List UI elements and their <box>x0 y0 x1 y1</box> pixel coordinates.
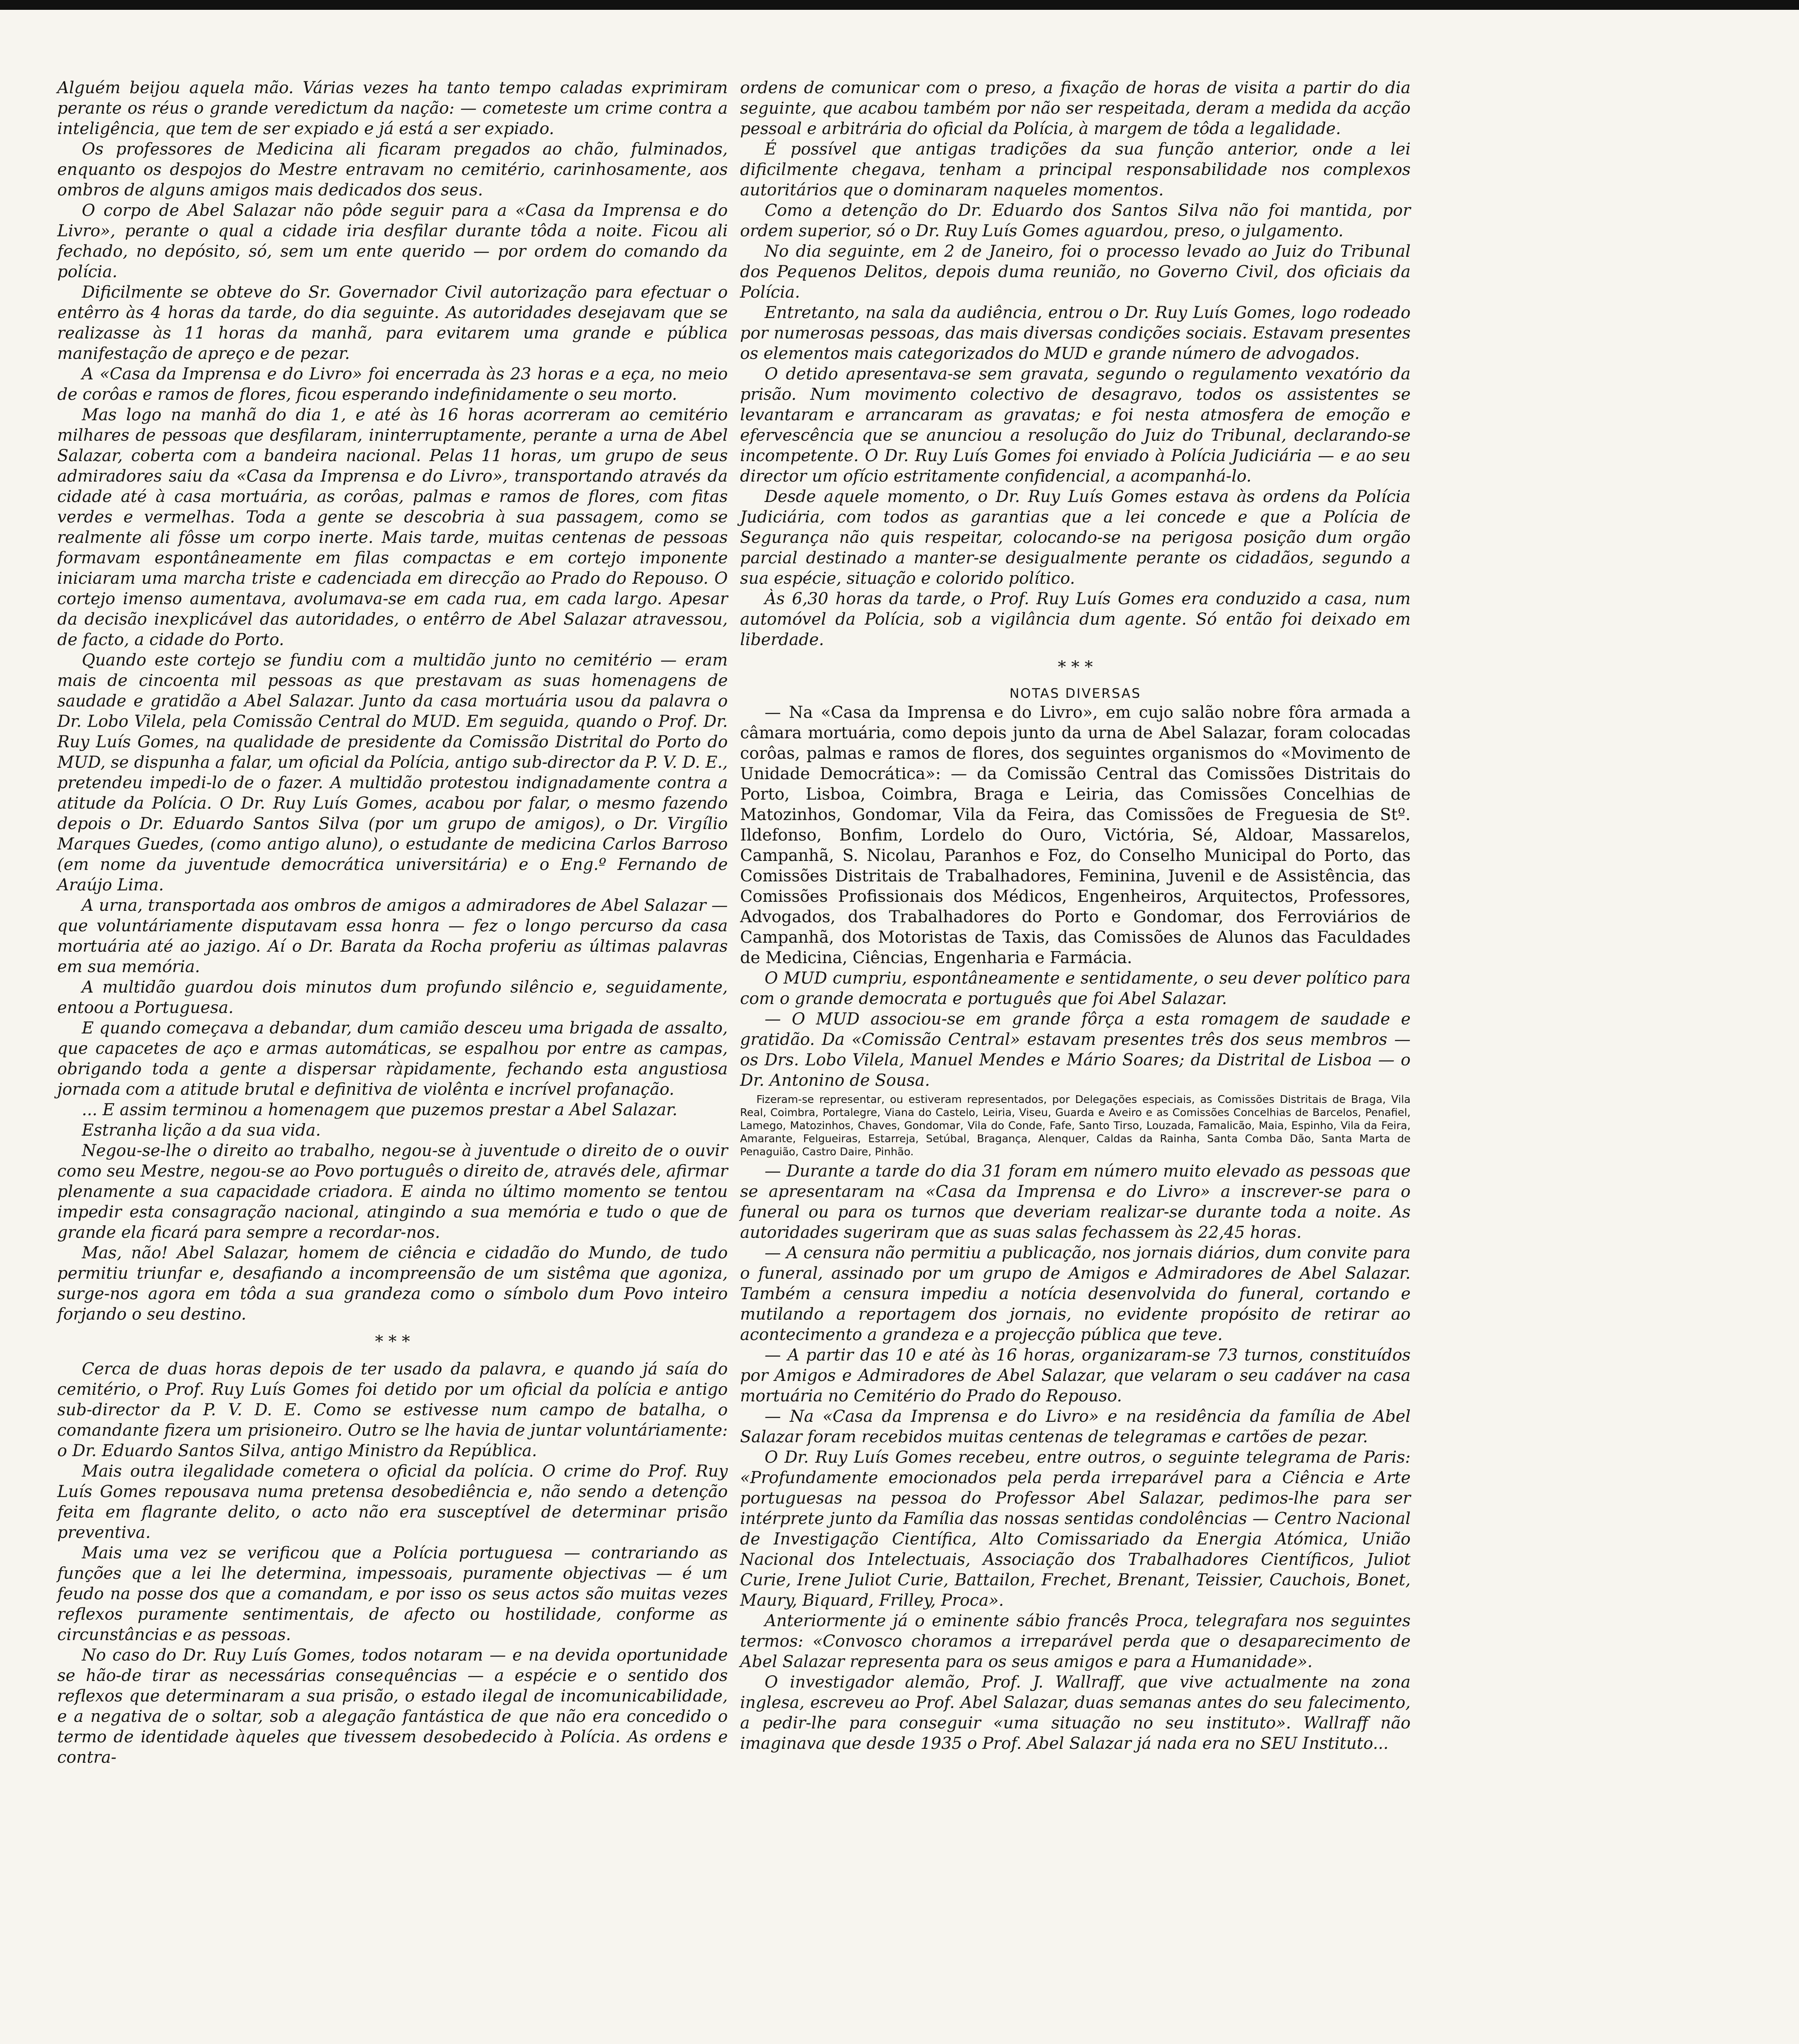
article-paragraph: A «Casa da Imprensa e do Livro» foi encerrada às 23 horas e a eça, no meio de corôas e ramos de flores, ficou esperando indefinidamente o seu morto. <box>57 365 728 404</box>
right-column <box>740 78 1411 1754</box>
left-column <box>57 78 728 1768</box>
article-paragraph: Anteriormente já o eminente sábio francês Proca, telegrafara nos seguintes termos: «Convosco choramos a irreparável perda que o desaparecimento de Abel Salazar representa para os seus amigos e para a Humanidade». <box>740 1611 1411 1671</box>
article-paragraph: A multidão guardou dois minutos dum profundo silêncio e, seguidamente, entoou a Portuguesa. <box>57 978 728 1017</box>
article-paragraph: — Na «Casa da Imprensa e do Livro» e na residência da família de Abel Salazar foram recebidos muitas centenas de telegramas e cartões de pezar. <box>740 1407 1411 1446</box>
article-paragraph: Entretanto, na sala da audiência, entrou o Dr. Ruy Luís Gomes, logo rodeado por numerosas pessoas, das mais diversas condições sociais. Estavam presentes os elementos mais categorizados do MUD e grande número de advogados. <box>740 303 1411 363</box>
article-paragraph: — O MUD associou-se em grande fôrça a esta romagem de saudade e gratidão. Da «Comissão Central» estavam presentes três dos seus membros — os Drs. Lobo Vilela, Manuel Mendes e Mário Soares; da Distrital de Lisboa — o Dr. Antonino de Sousa. <box>740 1010 1411 1090</box>
article-paragraph: Mais uma vez se verificou que a Polícia portuguesa — contrariando as funções que a lei lhe determina, impessoais, puramente objectivas — é um feudo na posse dos que a comandam, e por isso os seus actos são muitas vezes reflexos puramente sentimentais, de afecto ou hostilidade, conforme as circunstâncias e as pessoas. <box>57 1544 728 1644</box>
article-paragraph: O corpo de Abel Salazar não pôde seguir para a «Casa da Imprensa e do Livro», perante o qual a cidade iria desfilar durante tôda a noite. Ficou ali fechado, no depósito, só, sem um ente querido — por ordem do comando da polícia. <box>57 201 728 281</box>
article-paragraph: Como a detenção do Dr. Eduardo dos Santos Silva não foi mantida, por ordem superior, só o Dr. Ruy Luís Gomes aguardou, preso, o julgamento. <box>740 201 1411 240</box>
article-paragraph: — Durante a tarde do dia 31 foram em número muito elevado as pessoas que se apresentaram na «Casa da Imprensa e do Livro» a inscrever-se para o funeral ou para os turnos que deveriam realizar-se durante toda a noite. As autoridades sugeriram que as suas salas fechassem às 22,45 horas. <box>740 1162 1411 1242</box>
article-paragraph: A urna, transportada aos ombros de amigos a admiradores de Abel Salazar — que voluntáriamente disputavam essa honra — fez o longo percurso da casa mortuária até ao jazigo. Aí o Dr. Barata da Rocha proferiu as últimas palavras em sua memória. <box>57 896 728 976</box>
article-paragraph: O detido apresentava-se sem gravata, segundo o regulamento vexatório da prisão. Num movimento colectivo de desagravo, todos os assistentes se levantaram e arrancaram as gravatas; e foi nesta atmosfera de emoção e efervescência que se anunciou a resolução do Juiz do Tribunal, declarando-se incompetente. O Dr. Ruy Luís Gomes foi enviado à Polícia Judiciária — e ao seu director um ofício estritamente confidencial, a acompanhá-lo. <box>740 365 1411 486</box>
section-heading: NOTAS DIVERSAS <box>1009 686 1142 701</box>
article-paragraph: — A censura não permitiu a publicação, nos jornais diários, dum convite para o funeral, assinado por um grupo de Amigos e Admiradores de Abel Salazar. Também a censura impediu a notícia desenvolvida do funeral, cortando e mutilando a reportagem dos jornais, no evidente propósito de retirar ao acontecimento a grandeza e a projecção pública que teve. <box>740 1244 1411 1344</box>
article-paragraph: Dificilmente se obteve do Sr. Governador Civil autorização para efectuar o entêrro às 4 horas da tarde, do dia seguinte. As autoridades desejavam que se realizasse às 11 horas da manhã, para evitarem uma grande e pública manifestação de apreço e de pezar. <box>57 283 728 363</box>
article-paragraph: E quando começava a debandar, dum camião desceu uma brigada de assalto, que capacetes de aço e armas automáticas, se espalhou por entre as campas, obrigando toda a gente a dispersar ràpidamente, fechando esta angustiosa jornada com a atitude brutal e definitiva de violênta e incrível profanação. <box>57 1019 728 1099</box>
top-border-rule <box>0 0 1799 10</box>
article-paragraph: — Na «Casa da Imprensa e do Livro», em cujo salão nobre fôra armada a câmara mortuária, como depois junto da urna de Abel Salazar, foram colocadas corôas, palmas e ramos de flores, dos seguintes organismos do «Movimento de Unidade Democrática»: — da Comissão Central das Comissões Distritais do Porto, Lisboa, Coimbra, Braga e Leiria, das Comissões Concelhias de Matozinhos, Gondomar, Vila da Feira, das Comissões de Freguesia de Stº. Ildefonso, Bonfim, Lordelo do Ouro, Victória, Sé, Aldoar, Massarelos, Campanhã, S. Nicolau, Paranhos e Foz, do Conselho Municipal do Porto, das Comissões Distritais de Trabalhadores, Feminina, Juvenil e de Assistência, das Comissões Profissionais dos Médicos, Engenheiros, Arquitectos, Professores, Advogados, dos Trabalhadores do Porto e Gondomar, dos Ferroviários de Campanhã, dos Motoristas de Taxis, das Comissões de Alunos das Faculdades de Medicina, Ciências, Engenharia e Farmácia. <box>740 703 1411 967</box>
section-divider-stars: * * * <box>1058 658 1093 677</box>
article-paragraph: O Dr. Ruy Luís Gomes recebeu, entre outros, o seguinte telegrama de Paris: «Profundamente emocionados pela perda irreparável para a Ciência e Arte portuguesas na pessoa do Professor Abel Salazar, pedimos-lhe para ser intérprete junto da Família das nossas sentidas condolências — Centro Nacional de Investigação Científica, Alto Comissariado da Energia Atómica, União Nacional dos Intelectuais, Associação dos Trabalhadores Científicos, Juliot Curie, Irene Juliot Curie, Battailon, Frechet, Brenant, Teissier, Cauchois, Bonet, Maury, Biquard, Frilley, Proca». <box>740 1448 1411 1610</box>
fine-print-paragraph: Fizeram-se representar, ou estiveram representados, por Delegações especiais, as Comissões Distritais de Braga, Vila Real, Coimbra, Portalegre, Viana do Castelo, Leiria, Viseu, Guarda e Aveiro e as Comissões Concelhias de Barcelos, Penafiel, Lamego, Matozinhos, Chaves, Gondomar, Vila do Conde, Fafe, Santo Tirso, Louzada, Famalicão, Maia, Espinho, Vila da Feira, Amarante, Felgueiras, Estarreja, Setúbal, Bragança, Alenquer, Caldas da Rainha, Santa Comba Dão, Santa Marta de Penaguião, Castro Daire, Pinhão. <box>740 1094 1411 1158</box>
article-paragraph: No caso do Dr. Ruy Luís Gomes, todos notaram — e na devida oportunidade se hão-de tirar as necessárias consequências — a espécie e o sentido dos reflexos que determinaram a sua prisão, o estado ilegal de incomunicabilidade, e a negativa de o soltar, sob a alegação fantástica de que não era concedido o termo de identidade àqueles que tivessem desobedecido à Polícia. As ordens e contra- <box>57 1646 728 1767</box>
article-paragraph: É possível que antigas tradições da sua função anterior, onde a lei dificilmente chegava, tenham a principal responsabilidade nos complexos autoritários que o dominaram naqueles momentos. <box>740 140 1411 199</box>
article-paragraph: Quando este cortejo se fundiu com a multidão junto no cemitério — eram mais de cincoenta mil pessoas as que prestavam as suas homenagens de saudade e gratidão a Abel Salazar. Junto da casa mortuária usou da palavra o Dr. Lobo Vilela, pela Comissão Central do MUD. Em seguida, quando o Prof. Dr. Ruy Luís Gomes, na qualidade de presidente da Comissão Distrital do Porto do MUD, se dispunha a falar, um oficial da Polícia, antigo sub-director da P. V. D. E., pretendeu impedi-lo de o fazer. A multidão protestou indignadamente contra a atitude da Polícia. O Dr. Ruy Luís Gomes, acabou por falar, o mesmo fazendo depois o Dr. Eduardo Santos Silva (por um grupo de amigos), o Dr. Virgílio Marques Guedes, (como antigo aluno), o estudante de medicina Carlos Barroso (em nome da juventude democrática universitária) e o Eng.º Fernando de Araújo Lima. <box>57 651 728 894</box>
article-paragraph: Negou-se-lhe o direito ao trabalho, negou-se à juventude o direito de o ouvir como seu Mestre, negou-se ao Povo português o direito de, através dele, afirmar plenamente a sua capacidade criadora. E ainda no último momento se tentou impedir esta consagração nacional, atingindo a sua memória e tudo o que de grande ela ficará para sempre a recordar-nos. <box>57 1141 728 1242</box>
article-paragraph: Desde aquele momento, o Dr. Ruy Luís Gomes estava às ordens da Polícia Judiciária, com todos as garantias que a lei concede e que a Polícia de Segurança não quis respeitar, colocando-se na perigosa posição dum orgão parcial destinado a manter-se desigualmente perante os cidadãos, segundo a sua espécie, situação e colorido político. <box>740 487 1411 588</box>
article-paragraph: Às 6,30 horas da tarde, o Prof. Ruy Luís Gomes era conduzido a casa, num automóvel da Polícia, sob a vigilância dum agente. Só então foi deixado em liberdade. <box>740 589 1411 649</box>
article-paragraph: ordens de comunicar com o preso, a fixação de horas de visita a partir do dia seguinte, que acabou também por não ser respeitada, deram a medida da acção pessoal e arbitrária do oficial da Polícia, à margem de tôda a legalidade. <box>740 78 1411 138</box>
article-paragraph: No dia seguinte, em 2 de Janeiro, foi o processo levado ao Juiz do Tribunal dos Pequenos Delitos, depois duma reunião, no Governo Civil, dos oficiais da Polícia. <box>740 242 1411 302</box>
article-paragraph: O MUD cumpriu, espontâneamente e sentidamente, o seu dever político para com o grande democrata e português que foi Abel Salazar. <box>740 969 1411 1008</box>
article-paragraph: Mas, não! Abel Salazar, homem de ciência e cidadão do Mundo, de tudo permitiu triunfar e, desafiando a incompreensão de um sistêma que agoniza, surge-nos agora em tôda a sua grandeza como o símbolo dum Povo inteiro forjando o seu destino. <box>57 1244 728 1324</box>
article-paragraph: — A partir das 10 e até às 16 horas, organizaram-se 73 turnos, constituídos por Amigos e Admiradores de Abel Salazar, que velaram o seu cadáver na casa mortuária no Cemitério do Prado do Repouso. <box>740 1346 1411 1405</box>
article-paragraph: Alguém beijou aquela mão. Várias vezes ha tanto tempo caladas exprimiram perante os réus o grande veredictum da nação: — cometeste um crime contra a inteligência, que tem de ser expiado e já está a ser expiado. <box>57 78 728 138</box>
article-paragraph: Os professores de Medicina ali ficaram pregados ao chão, fulminados, enquanto os despojos do Mestre entravam no cemitério, carinhosamente, aos ombros de alguns amigos mais dedicados dos seus. <box>57 140 728 199</box>
article-paragraph: O investigador alemão, Prof. J. Wallraff, que vive actualmente na zona inglesa, escreveu ao Prof. Abel Salazar, duas semanas antes do seu falecimento, a pedir-lhe para conseguir «uma situação no seu instituto». Wallraff não imaginava que desde 1935 o Prof. Abel Salazar já nada era no SEU Instituto... <box>740 1673 1411 1753</box>
article-paragraph: Estranha lição a da sua vida. <box>82 1121 321 1140</box>
article-paragraph: Cerca de duas horas depois de ter usado da palavra, e quando já saía do cemitério, o Prof. Ruy Luís Gomes foi detido por um oficial da polícia e antigo sub-director da P. V. D. E. Como se estivesse num campo de batalha, o comandante fizera um prisioneiro. Outro se lhe havia de juntar voluntáriamente: o Dr. Eduardo Santos Silva, antigo Ministro da República. <box>57 1360 728 1460</box>
article-paragraph: Mais outra ilegalidade cometera o oficial da polícia. O crime do Prof. Ruy Luís Gomes repousava numa pretensa desobediência e, não sendo a detenção feita em flagrante delito, o acto não era susceptível de determinar prisão preventiva. <box>57 1462 728 1542</box>
article-paragraph: ... E assim terminou a homenagem que puzemos prestar a Abel Salazar. <box>82 1100 677 1119</box>
section-divider-stars: * * * <box>375 1332 410 1351</box>
article-paragraph: Mas logo na manhã do dia 1, e até às 16 horas acorreram ao cemitério milhares de pessoas que desfilaram, ininterruptamente, perante a urna de Abel Salazar, coberta com a bandeira nacional. Pelas 11 horas, um grupo de seus admiradores saiu da «Casa da Imprensa e do Livro», transportando através da cidade até à casa mortuária, as corôas, palmas e ramos de flores, com fitas verdes e vermelhas. Toda a gente se descobria à sua passagem, como se realmente ali fôsse um corpo inerte. Mais tarde, muitas centenas de pessoas formavam espontâneamente em filas compactas e em cortejo imponente iniciaram uma marcha triste e cadenciada em direcção ao Prado do Repouso. O cortejo imenso aumentava, avolumava-se em cada rua, em cada largo. Apesar da decisão inexplicável das autoridades, o entêrro de Abel Salazar atravessou, de facto, a cidade do Porto. <box>57 406 728 649</box>
